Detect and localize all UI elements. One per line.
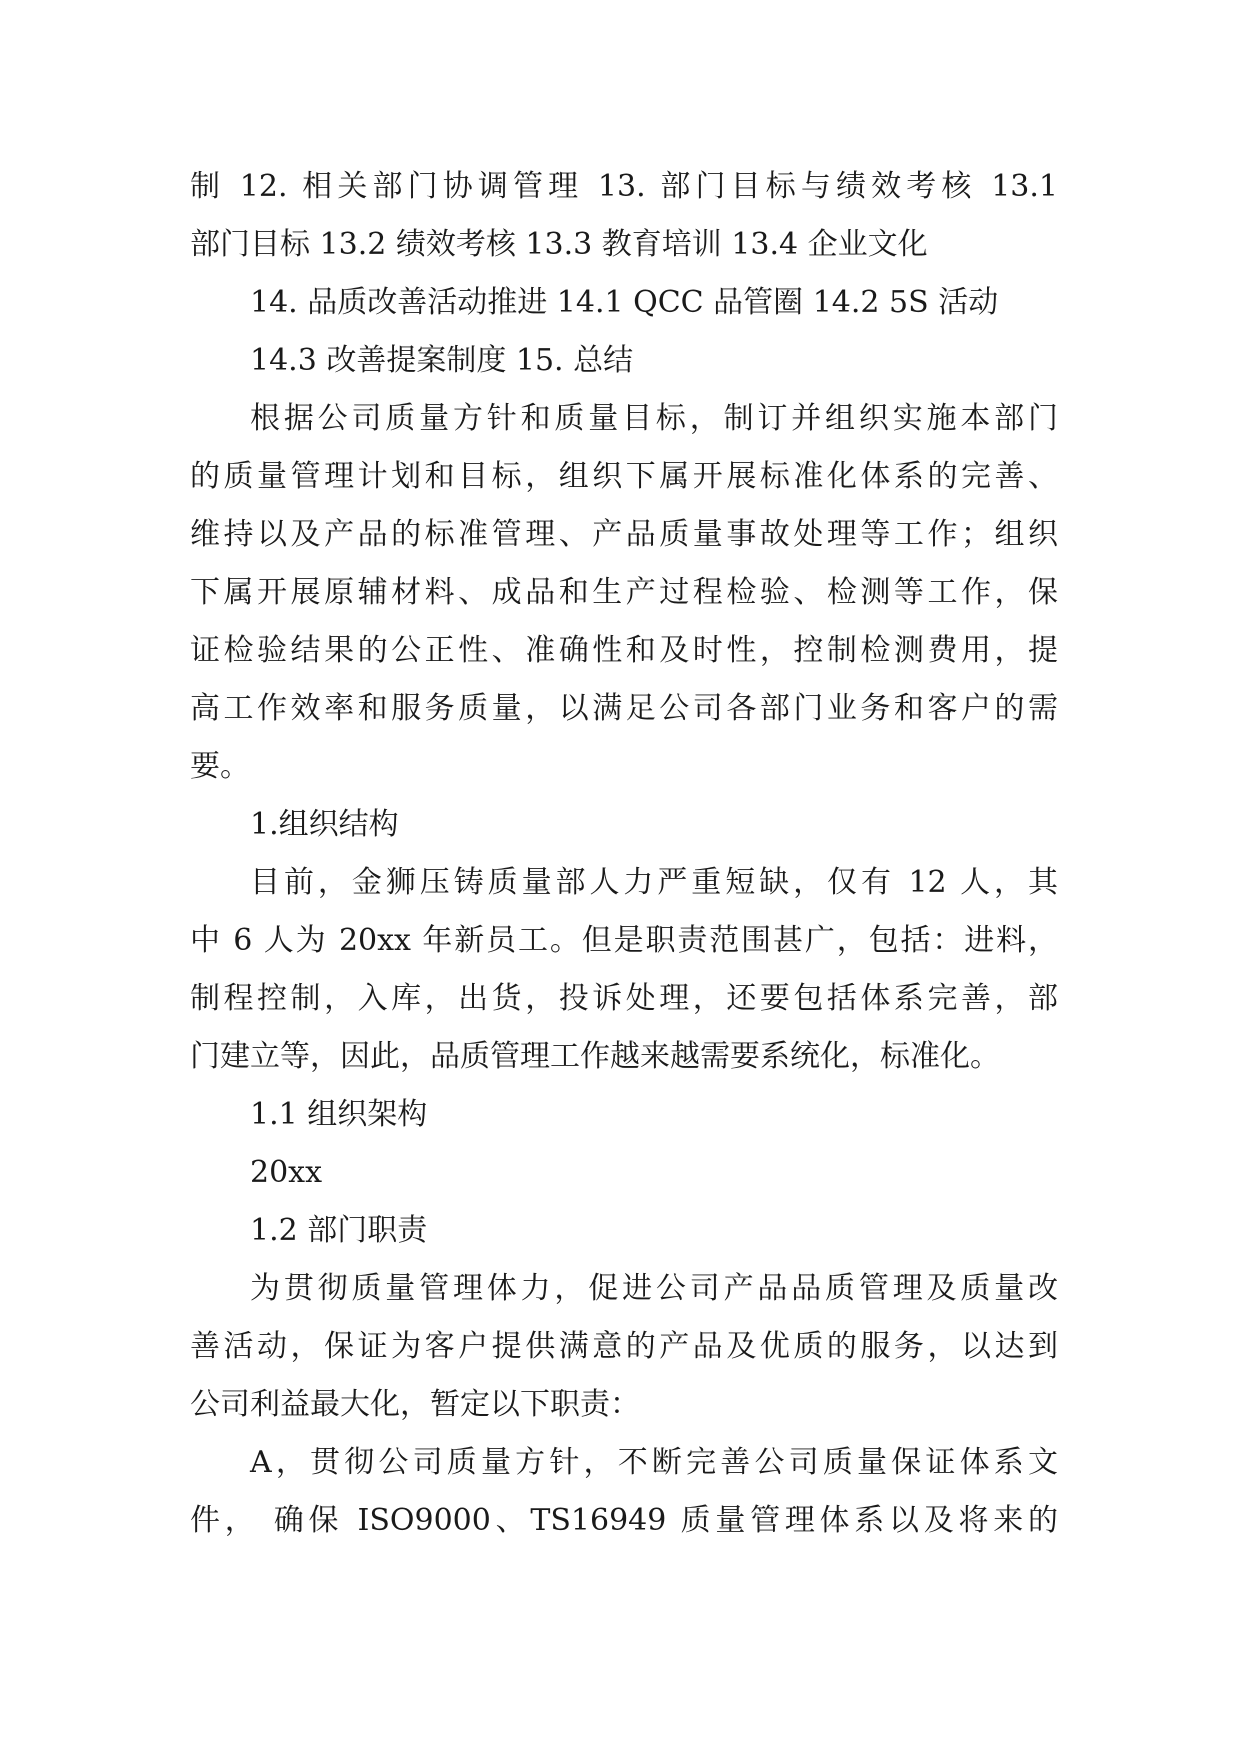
text-line: 制程控制，入库，出货，投诉处理，还要包括体系完善，部 <box>190 981 1058 1016</box>
text-line: 20xx <box>250 1155 323 1190</box>
text-line: 目前，金狮压铸质量部人力严重短缺，仅有 12 人，其 <box>250 865 1058 900</box>
text-line: 1.组织结构 <box>250 807 399 842</box>
text-line: 维持以及产品的标准管理、产品质量事故处理等工作；组织 <box>190 517 1058 552</box>
text-line: 14. 品质改善活动推进 14.1 QCC 品管圈 14.2 5S 活动 <box>250 285 999 320</box>
text-line: 制 12. 相关部门协调管理 13. 部门目标与绩效考核 13.1 <box>190 169 1058 204</box>
text-line: 下属开展原辅材料、成品和生产过程检验、检测等工作，保 <box>190 575 1058 610</box>
text-line: 件， 确保 ISO9000、TS16949 质量管理体系以及将来的 <box>190 1503 1058 1538</box>
text-line: A，贯彻公司质量方针，不断完善公司质量保证体系文 <box>250 1445 1058 1480</box>
text-line: 1.1 组织架构 <box>250 1097 428 1132</box>
text-line: 高工作效率和服务质量，以满足公司各部门业务和客户的需 <box>190 691 1058 726</box>
text-line: 为贯彻质量管理体力，促进公司产品品质管理及质量改 <box>250 1271 1058 1306</box>
text-line: 1.2 部门职责 <box>250 1213 428 1248</box>
text-line: 要。 <box>190 749 250 784</box>
text-line: 部门目标 13.2 绩效考核 13.3 教育培训 13.4 企业文化 <box>190 227 928 262</box>
text-line: 公司利益最大化，暂定以下职责： <box>190 1387 640 1422</box>
text-line: 证检验结果的公正性、准确性和及时性，控制检测费用，提 <box>190 633 1058 668</box>
text-line: 善活动，保证为客户提供满意的产品及优质的服务，以达到 <box>190 1329 1058 1364</box>
text-line: 中 6 人为 20xx 年新员工。但是职责范围甚广，包括：进料， <box>190 923 1058 958</box>
text-line: 根据公司质量方针和质量目标，制订并组织实施本部门 <box>250 401 1058 436</box>
text-line: 门建立等，因此，品质管理工作越来越需要系统化，标准化。 <box>190 1039 1000 1074</box>
document-body <box>190 158 1058 1550</box>
text-line: 的质量管理计划和目标，组织下属开展标准化体系的完善、 <box>190 459 1058 494</box>
text-line: 14.3 改善提案制度 15. 总结 <box>250 343 634 378</box>
